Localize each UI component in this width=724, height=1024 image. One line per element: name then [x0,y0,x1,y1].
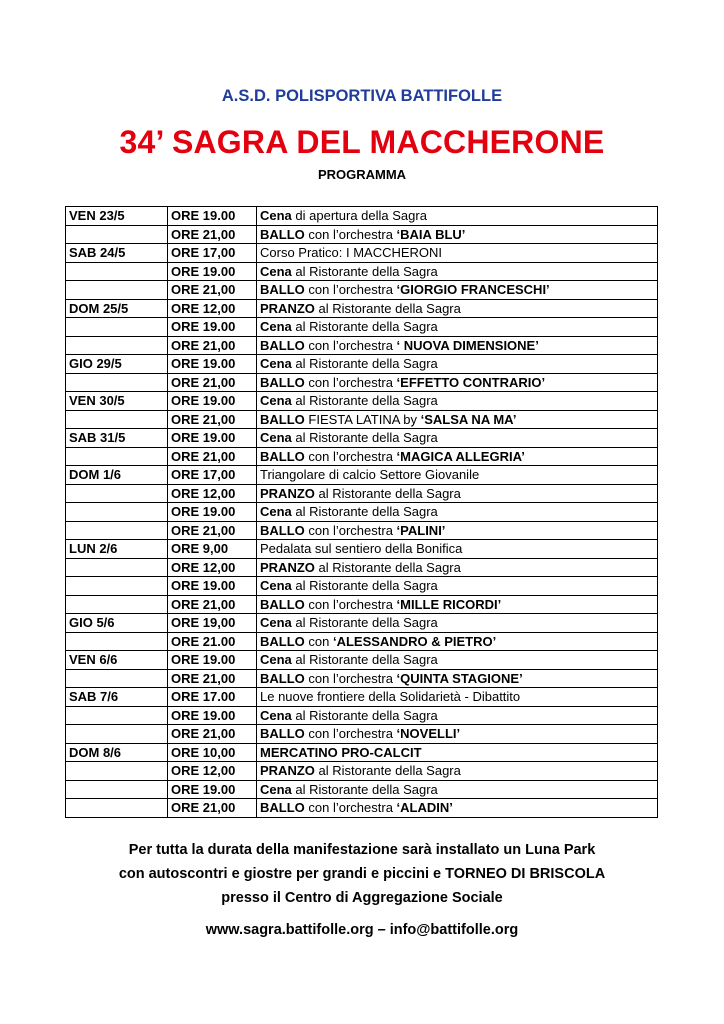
event-type: Cena [260,578,292,594]
footer-note [0,838,724,910]
event-type: PRANZO [260,763,315,779]
event-description: al Ristorante della Sagra [291,356,438,372]
event-description: con l’orchestra [304,226,397,242]
schedule-event [257,669,658,688]
schedule-row [66,447,658,466]
schedule-time: ORE 21,00 [168,799,257,818]
schedule-row [66,614,658,633]
event-type: Cena [260,208,292,224]
schedule-day [66,799,168,818]
schedule-time: ORE 21,00 [168,669,257,688]
schedule-day [66,225,168,244]
page-title: 34’ SAGRA DEL MACCHERONE [119,124,605,160]
schedule-time: ORE 21,00 [168,725,257,744]
schedule-row [66,669,658,688]
schedule-day [66,577,168,596]
schedule-time: ORE 19.00 [168,503,257,522]
event-type: Cena [260,781,292,797]
event-description: al Ristorante della Sagra [291,652,438,668]
event-type: PRANZO [260,485,315,501]
event-description: al Ristorante della Sagra [314,763,461,779]
event-description: con l’orchestra [304,282,397,298]
schedule-time: ORE 19.00 [168,392,257,411]
schedule-day [66,318,168,337]
schedule-time: ORE 21,00 [168,595,257,614]
event-type: BALLO [260,337,305,353]
schedule-day: GIO 5/6 [66,614,168,633]
schedule-row [66,595,658,614]
schedule-time: ORE 19.00 [168,318,257,337]
schedule-day: DOM 8/6 [66,743,168,762]
event-performer: ‘ NUOVA DIMENSIONE’ [396,337,539,353]
schedule-event [257,558,658,577]
event-type: Cena [260,356,292,372]
schedule-event [257,577,658,596]
schedule-event [257,207,658,226]
schedule-time: ORE 19.00 [168,355,257,374]
event-description: al Ristorante della Sagra [291,430,438,446]
schedule-event [257,503,658,522]
schedule-time: ORE 17,00 [168,466,257,485]
schedule-time: ORE 17.00 [168,688,257,707]
schedule-day [66,558,168,577]
schedule-time: ORE 21,00 [168,447,257,466]
event-type: BALLO [260,596,305,612]
event-description: Triangolare di calcio Settore Giovanile [260,467,480,483]
event-type: BALLO [260,670,305,686]
schedule-day [66,410,168,429]
schedule-event [257,540,658,559]
schedule-event [257,780,658,799]
schedule-row [66,392,658,411]
schedule-row [66,558,658,577]
schedule-row [66,632,658,651]
event-type: BALLO [260,448,305,464]
schedule-row [66,355,658,374]
schedule-event [257,651,658,670]
schedule-time: ORE 21.00 [168,632,257,651]
schedule-row [66,262,658,281]
schedule-event [257,614,658,633]
schedule-time: ORE 19.00 [168,207,257,226]
event-performer: ‘GIORGIO FRANCESCHI’ [396,282,550,298]
schedule-row [66,318,658,337]
event-type: BALLO [260,726,305,742]
schedule-row [66,725,658,744]
schedule-day: SAB 31/5 [66,429,168,448]
event-performer: ‘SALSA NA MA’ [420,411,517,427]
schedule-event [257,410,658,429]
event-description: al Ristorante della Sagra [291,504,438,520]
schedule-time: ORE 19.00 [168,577,257,596]
schedule-day [66,762,168,781]
schedule-event [257,262,658,281]
schedule-row [66,521,658,540]
event-type: BALLO [260,411,305,427]
schedule-time: ORE 10,00 [168,743,257,762]
schedule-day: SAB 7/6 [66,688,168,707]
schedule-day [66,262,168,281]
event-type: MERCATINO PRO-CALCIT [260,744,422,760]
event-description: con l’orchestra [304,337,397,353]
event-type: BALLO [260,282,305,298]
schedule-day [66,780,168,799]
event-type: Cena [260,652,292,668]
schedule-time: ORE 19.00 [168,706,257,725]
schedule-event [257,688,658,707]
schedule-event [257,392,658,411]
footer-line-3: presso il Centro di Aggregazione Sociale [221,890,503,906]
schedule-row [66,244,658,263]
schedule-event [257,799,658,818]
schedule-event [257,336,658,355]
event-type: PRANZO [260,559,315,575]
schedule-day [66,503,168,522]
schedule-event [257,447,658,466]
schedule-day [66,336,168,355]
schedule-time: ORE 21,00 [168,225,257,244]
event-description: FIESTA LATINA by [304,411,421,427]
schedule-time: ORE 12,00 [168,762,257,781]
event-description: con l’orchestra [304,726,397,742]
schedule-event [257,521,658,540]
schedule-time: ORE 21,00 [168,410,257,429]
schedule-row [66,466,658,485]
schedule-time: ORE 21,00 [168,521,257,540]
schedule-event [257,743,658,762]
program-table-body [66,207,658,818]
event-description: con l’orchestra [304,448,397,464]
schedule-time: ORE 12,00 [168,299,257,318]
event-type: BALLO [260,374,305,390]
schedule-time: ORE 19.00 [168,429,257,448]
event-performer: ‘ALESSANDRO & PIETRO’ [332,633,497,649]
schedule-row [66,336,658,355]
event-type: Cena [260,263,292,279]
event-description: Pedalata sul sentiero della Bonifica [260,541,463,557]
event-description: al Ristorante della Sagra [291,615,438,631]
website-email-links[interactable]: www.sagra.battifolle.org – info@battifolle.org [205,922,519,938]
event-description: al Ristorante della Sagra [291,578,438,594]
schedule-row [66,762,658,781]
schedule-row [66,780,658,799]
schedule-event [257,484,658,503]
schedule-day [66,669,168,688]
event-description: al Ristorante della Sagra [291,393,438,409]
schedule-time: ORE 19,00 [168,614,257,633]
schedule-time: ORE 12,00 [168,558,257,577]
schedule-row [66,484,658,503]
schedule-time: ORE 17,00 [168,244,257,263]
program-table [65,206,658,818]
event-type: Cena [260,393,292,409]
schedule-row [66,706,658,725]
organization-name: A.S.D. POLISPORTIVA BATTIFOLLE [221,87,503,105]
event-performer: ‘ALADIN’ [396,800,453,816]
event-performer: ‘MAGICA ALLEGRIA’ [396,448,525,464]
schedule-event [257,244,658,263]
event-type: BALLO [260,800,305,816]
schedule-day [66,373,168,392]
schedule-day [66,595,168,614]
event-performer: ‘NOVELLI’ [396,726,461,742]
event-description: con [304,633,333,649]
schedule-day [66,447,168,466]
event-type: Cena [260,707,292,723]
event-performer: ‘PALINI’ [396,522,446,538]
event-type: Cena [260,615,292,631]
event-performer: ‘EFFETTO CONTRARIO’ [396,374,546,390]
schedule-event [257,318,658,337]
schedule-day: SAB 24/5 [66,244,168,263]
schedule-event [257,762,658,781]
event-description: al Ristorante della Sagra [314,300,461,316]
schedule-day: VEN 23/5 [66,207,168,226]
schedule-day [66,281,168,300]
schedule-event [257,299,658,318]
event-type: PRANZO [260,300,315,316]
event-performer: ‘MILLE RICORDI’ [396,596,502,612]
event-type: Cena [260,430,292,446]
event-description: con l’orchestra [304,522,397,538]
schedule-event [257,595,658,614]
schedule-day: DOM 25/5 [66,299,168,318]
schedule-row [66,281,658,300]
schedule-time: ORE 19.00 [168,651,257,670]
schedule-event [257,725,658,744]
event-performer: ‘BAIA BLU’ [396,226,466,242]
event-type: Cena [260,319,292,335]
schedule-time: ORE 21,00 [168,373,257,392]
event-performer: ‘QUINTA STAGIONE’ [396,670,523,686]
schedule-day: VEN 30/5 [66,392,168,411]
schedule-row [66,225,658,244]
event-type: BALLO [260,226,305,242]
footer-line-1: Per tutta la durata della manifestazione sarà installato un Luna Park [128,842,596,858]
event-description: con l’orchestra [304,670,397,686]
schedule-time: ORE 19.00 [168,780,257,799]
schedule-time: ORE 21,00 [168,281,257,300]
schedule-day [66,725,168,744]
schedule-row [66,577,658,596]
schedule-time: ORE 19.00 [168,262,257,281]
schedule-event [257,466,658,485]
schedule-day: GIO 29/5 [66,355,168,374]
schedule-day [66,706,168,725]
schedule-row [66,207,658,226]
schedule-time: ORE 21,00 [168,336,257,355]
schedule-time: ORE 12,00 [168,484,257,503]
event-type: Cena [260,504,292,520]
schedule-event [257,632,658,651]
event-description: Corso Pratico: I MACCHERONI [260,245,443,261]
schedule-event [257,355,658,374]
schedule-event [257,225,658,244]
event-description: al Ristorante della Sagra [291,263,438,279]
schedule-row [66,299,658,318]
event-description: al Ristorante della Sagra [314,485,461,501]
event-description: al Ristorante della Sagra [291,707,438,723]
schedule-day [66,484,168,503]
schedule-row [66,799,658,818]
footer-line-2: con autoscontri e giostre per grandi e piccini e TORNEO DI BRISCOLA [118,866,606,882]
event-description: Le nuove frontiere della Solidarietà - Dibattito [260,689,521,705]
schedule-day [66,521,168,540]
event-type: BALLO [260,522,305,538]
event-description: con l’orchestra [304,800,397,816]
schedule-row [66,651,658,670]
schedule-day: VEN 6/6 [66,651,168,670]
page-subtitle: PROGRAMMA [317,167,407,182]
schedule-day: LUN 2/6 [66,540,168,559]
event-description: al Ristorante della Sagra [314,559,461,575]
event-description: con l’orchestra [304,374,397,390]
event-description: con l’orchestra [304,596,397,612]
event-description: al Ristorante della Sagra [291,319,438,335]
schedule-row [66,373,658,392]
schedule-row [66,410,658,429]
schedule-row [66,743,658,762]
schedule-row [66,540,658,559]
event-type: BALLO [260,633,305,649]
schedule-row [66,688,658,707]
schedule-event [257,429,658,448]
schedule-event [257,706,658,725]
schedule-event [257,373,658,392]
schedule-day [66,632,168,651]
event-description: di apertura della Sagra [291,208,427,224]
schedule-day: DOM 1/6 [66,466,168,485]
event-description: al Ristorante della Sagra [291,781,438,797]
schedule-time: ORE 9,00 [168,540,257,559]
schedule-row [66,429,658,448]
schedule-event [257,281,658,300]
schedule-row [66,503,658,522]
